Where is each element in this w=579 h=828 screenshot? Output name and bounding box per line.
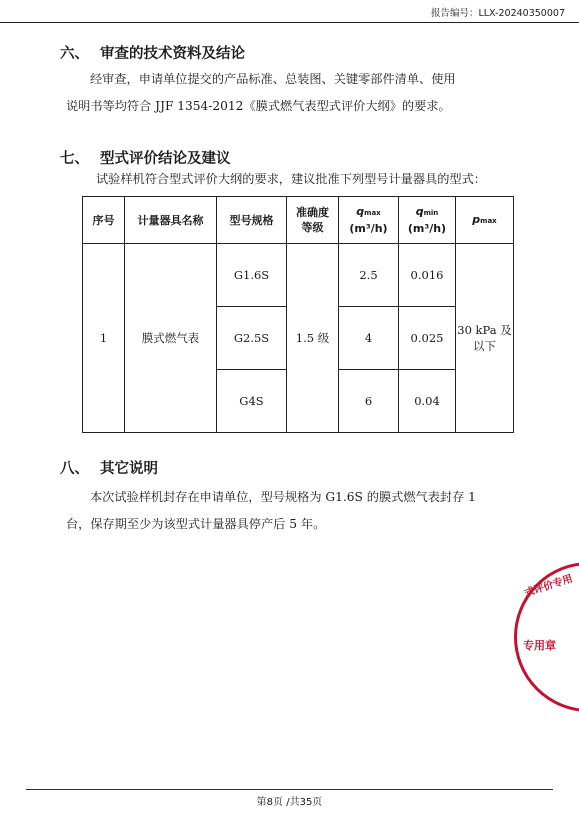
header-pmax bbox=[456, 197, 514, 244]
header-accuracy-line1: 准确度 bbox=[296, 206, 329, 219]
header-pmax-symbol: p bbox=[472, 212, 481, 226]
section-6-heading bbox=[60, 42, 245, 63]
table-header-row bbox=[83, 197, 514, 244]
header-qmin-subscript: min bbox=[423, 209, 439, 217]
section-8-heading bbox=[60, 457, 158, 478]
header-accuracy-line2: 等级 bbox=[301, 221, 324, 234]
section-6-number: 六、 bbox=[60, 46, 89, 62]
report-number: 报告编号：LLX-20240350007 bbox=[430, 8, 565, 19]
section-7-intro bbox=[96, 166, 486, 193]
header-qmax-unit: (m³/h) bbox=[349, 222, 388, 235]
header-name: 计量器具名称 bbox=[125, 197, 217, 244]
header-qmin-unit: (m³/h) bbox=[407, 222, 447, 235]
header-qmin bbox=[399, 197, 456, 244]
cell-qmax: 2.5 bbox=[339, 244, 399, 307]
cell-name: 膜式燃气表 bbox=[125, 244, 217, 433]
header-qmin-symbol: q bbox=[415, 205, 424, 218]
section-7-number: 七、 bbox=[60, 151, 89, 167]
section-8-line-2: 台，保存期至少为该型式计量器具停产后 5 年。 bbox=[66, 517, 326, 531]
seal-arc-text: 式评价专用 bbox=[523, 573, 575, 600]
section-6-title: 审查的技术资料及结论 bbox=[100, 46, 245, 62]
header-seq: 序号 bbox=[83, 197, 125, 244]
seal-center-text: 专用章 bbox=[523, 639, 556, 652]
section-8-number: 八、 bbox=[60, 461, 89, 477]
cell-accuracy: 1.5 级 bbox=[287, 244, 339, 433]
header-model: 型号规格 bbox=[217, 197, 287, 244]
section-8-line-1: 本次试验样机封存在申请单位，型号规格为 G1.6S 的膜式燃气表封存 1 bbox=[90, 490, 476, 504]
footer-divider bbox=[26, 789, 553, 790]
cell-qmin: 0.04 bbox=[399, 370, 456, 433]
header-qmax-subscript: max bbox=[364, 209, 381, 217]
section-7-intro-text: 试验样机符合型式评价大纲的要求，建议批准下列型号计量器具的型式： bbox=[96, 172, 486, 186]
section-7-heading bbox=[60, 147, 231, 168]
cell-pmax-line1: 30 kPa 及 bbox=[457, 323, 512, 337]
cell-qmin: 0.025 bbox=[399, 307, 456, 370]
cell-qmin: 0.016 bbox=[399, 244, 456, 307]
cell-seq: 1 bbox=[83, 244, 125, 433]
header-divider bbox=[0, 22, 579, 23]
cell-qmax: 6 bbox=[339, 370, 399, 433]
cell-pmax-line2: 以下 bbox=[473, 339, 496, 353]
section-6-line-2: 说明书等均符合 JJF 1354-2012《膜式燃气表型式评价大纲》的要求。 bbox=[66, 99, 451, 113]
section-7-title: 型式评价结论及建议 bbox=[100, 151, 231, 167]
header-accuracy bbox=[287, 197, 339, 244]
section-6-body bbox=[66, 66, 456, 120]
table-row bbox=[83, 244, 514, 307]
official-seal bbox=[514, 562, 579, 712]
cell-model: G1.6S bbox=[217, 244, 287, 307]
page-number: 第8页 /共35页 bbox=[256, 797, 323, 808]
cell-model: G2.5S bbox=[217, 307, 287, 370]
approval-table bbox=[82, 196, 514, 433]
cell-pmax bbox=[456, 244, 514, 433]
header-qmax bbox=[339, 197, 399, 244]
section-6-line-1: 经审查，申请单位提交的产品标准、总装图、关键零部件清单、使用 bbox=[90, 72, 456, 86]
header-pmax-subscript: max bbox=[480, 216, 497, 225]
cell-model: G4S bbox=[217, 370, 287, 433]
header-qmax-symbol: q bbox=[356, 205, 365, 218]
cell-qmax: 4 bbox=[339, 307, 399, 370]
section-8-title: 其它说明 bbox=[100, 461, 158, 477]
section-8-body bbox=[66, 484, 476, 538]
